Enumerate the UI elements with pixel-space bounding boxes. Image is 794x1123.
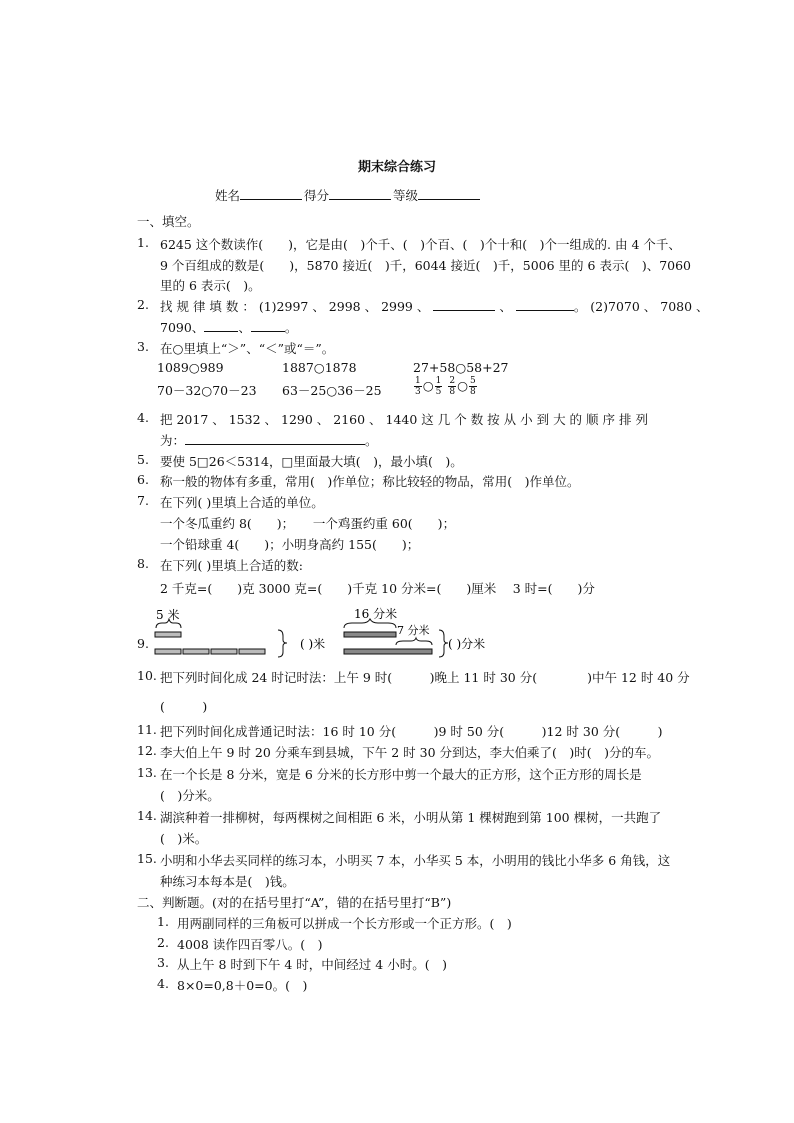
long-bar-seg-2 — [183, 649, 209, 654]
q15-line2: 种练习本每本是( )钱。 — [160, 874, 295, 889]
right-brace-2 — [439, 630, 448, 657]
q7-heading: 在下列( )里填上合适的单位。 — [160, 495, 324, 510]
q10-line2: ( ) — [160, 699, 208, 714]
q14-line1: 湖滨种着一排柳树，每两棵树之间相距 6 米，小明从第 1 棵树跑到第 100 棵树，一共跑了 — [160, 810, 662, 825]
unit-1: ( )米 — [300, 637, 326, 651]
q14-number: 14. — [137, 808, 157, 823]
judge-1-number: 1. — [157, 914, 169, 929]
q12-number: 12. — [137, 743, 157, 758]
label-5m: 5 米 — [156, 608, 180, 622]
compare-circle[interactable]: ○ — [422, 378, 434, 393]
section-judge-heading: 二、判断题。(对的在括号里打“A”，错的在括号里打“B”) — [137, 895, 452, 910]
fraction-5-8: $\frac{5}{8}$ — [470, 376, 476, 397]
judge-3-number: 3. — [157, 955, 169, 970]
q2-text-1: 找 规 律 填 数 ： (1)2997 、 2998 、 2999 、 — [160, 299, 430, 314]
bar-long — [344, 649, 432, 654]
q1-line1: 6245 这个数读作( )，它是由( )个千、( )个百、( )个十和( )个一组成的. 由 4 个千、 — [160, 237, 681, 252]
q15-number: 15. — [137, 851, 157, 866]
q3-number: 3. — [137, 339, 149, 354]
q15-line1: 小明和小华去买同样的练习本，小明买 7 本，小华买 5 本，小明用的钱比小华多 6 角钱，这 — [160, 853, 671, 868]
q8-heading: 在下列( )里填上合适的数: — [160, 558, 303, 573]
q2-sep-2: 、 — [238, 320, 251, 335]
short-bar — [155, 632, 181, 637]
judge-2-text: 4008 读作四百零八。( ) — [177, 937, 323, 952]
q5-number: 5. — [137, 452, 149, 467]
q9-number: 9. — [137, 636, 149, 651]
judge-2-number: 2. — [157, 935, 169, 950]
section-fill-heading: 一、填空。 — [137, 214, 200, 229]
name-label: 姓名 — [215, 188, 241, 203]
q1-number: 1. — [137, 235, 149, 250]
q3-compare-4: 70－32○70－23 — [157, 383, 257, 398]
q4-answer-blank[interactable] — [185, 432, 365, 445]
q3-heading: 在○里填上“＞”、“＜”或“＝”。 — [160, 341, 335, 356]
q4-number: 4. — [137, 410, 149, 425]
q5-text: 要使 5□26＜5314，□里面最大填( )，最小填( )。 — [160, 454, 463, 469]
long-bar-seg-1 — [155, 649, 181, 654]
fraction-1-3: $\frac{1}{3}$ — [415, 376, 421, 397]
page-title: 期末综合练习 — [357, 160, 436, 175]
q3-compare-2: 1887○1878 — [282, 360, 357, 375]
q3-compare-3: 27+58○58+27 — [413, 360, 509, 375]
score-label: 得分 — [304, 188, 330, 203]
judge-1-text: 用两副同样的三角板可以拼成一个长方形或一个正方形。( ) — [177, 916, 512, 931]
q4-line1: 把 2017 、 1532 、 1290 、 2160 、 1440 这 几 个 数 按 从 小 到 大 的 顺 序 排 列 — [160, 412, 648, 427]
q7-line2: 一个铅球重 4( )；小明身高约 155( )； — [160, 537, 420, 552]
q1-line3: 里的 6 表示( )。 — [160, 278, 261, 293]
q2-end-2: 。 — [284, 320, 298, 335]
q2-sep-1: 、 — [499, 299, 512, 314]
q2-end-1: 。 (2)7070 、 7080 、 — [573, 299, 709, 314]
grade-blank[interactable] — [418, 187, 480, 200]
q4-end: 。 — [365, 433, 378, 448]
q10-number: 10. — [137, 668, 157, 683]
q2-blank-4[interactable] — [251, 319, 285, 332]
student-info-line — [215, 186, 482, 204]
q2-blank-1[interactable] — [433, 298, 495, 311]
judge-3-text: 从上午 8 时到下午 4 时，中间经过 4 小时。( ) — [177, 957, 447, 972]
long-bar-seg-4 — [239, 649, 265, 654]
q2-line2 — [160, 318, 297, 336]
fraction-1-5: $\frac{1}{5}$ — [435, 376, 442, 397]
q13-line2: ( )分米。 — [160, 788, 220, 803]
q2-number: 2. — [137, 297, 149, 312]
unit-2: ( )分米 — [448, 637, 486, 651]
q8-number: 8. — [137, 556, 149, 571]
long-bar-seg-3 — [211, 649, 237, 654]
q8-line1: 2 千克=( )克 3000 克=( )千克 10 分米=( )厘米 3 时=( )分 — [160, 581, 595, 596]
q7-number: 7. — [137, 493, 149, 508]
q11-number: 11. — [137, 722, 157, 737]
judge-4-number: 4. — [157, 976, 169, 991]
q1-line2: 9 个百组成的数是( )，5870 接近( )千，6044 接近( )千，5006 里的 6 表示( )、7060 — [160, 258, 692, 273]
q4-line2 — [160, 431, 378, 449]
grade-label: 等级 — [393, 188, 419, 203]
label-16dm: 16 分米 — [354, 607, 398, 621]
q12-text: 李大伯上午 9 时 20 分乘车到县城，下午 2 时 30 分到达，李大伯乘了( )时( )分的车。 — [160, 745, 660, 760]
q6-text: 称一般的物体有多重，常用( )作单位；称比较轻的物品，常用( )作单位。 — [160, 474, 580, 489]
q9-diagram — [150, 602, 510, 662]
q13-line1: 在一个长是 8 分米，宽是 6 分米的长方形中剪一个最大的正方形，这个正方形的周长是 — [160, 767, 642, 782]
q3-compare-5: 63－25○36－25 — [282, 383, 382, 398]
q2-blank-3[interactable] — [204, 319, 238, 332]
q11-text: 把下列时间化成普通记时法：16 时 10 分( )9 时 50 分( )12 时 30 分( ) — [160, 724, 663, 739]
q14-line2: ( )米。 — [160, 831, 208, 846]
fraction-2-8: $\frac{2}{8}$ — [449, 376, 456, 397]
q10-line1: 把下列时间化成 24 时记时法：上午 9 时( )晚上 11 时 30 分( )中午 12 时 40 分 — [160, 670, 690, 685]
right-brace-1 — [278, 630, 287, 657]
q7-line1: 一个冬瓜重约 8( )； 一个鸡蛋约重 60( )； — [160, 516, 456, 531]
bar-16dm — [344, 632, 396, 637]
q2-text-2: 7090、 — [160, 320, 205, 335]
q3-compare-1: 1089○989 — [157, 360, 224, 375]
q3-fraction-compare — [413, 376, 478, 397]
name-blank[interactable] — [240, 187, 302, 200]
brace-7dm — [396, 638, 432, 645]
judge-4-text: 8×0=0,8＋0=0。( ) — [177, 978, 308, 993]
q2-blank-2[interactable] — [516, 298, 574, 311]
score-blank[interactable] — [329, 187, 391, 200]
q6-number: 6. — [137, 472, 149, 487]
label-7dm: 7 分米 — [397, 624, 430, 637]
q2-line1 — [160, 297, 709, 315]
compare-circle[interactable]: ○ — [457, 378, 469, 393]
q13-number: 13. — [137, 765, 157, 780]
q4-prefix: 为： — [160, 433, 186, 448]
